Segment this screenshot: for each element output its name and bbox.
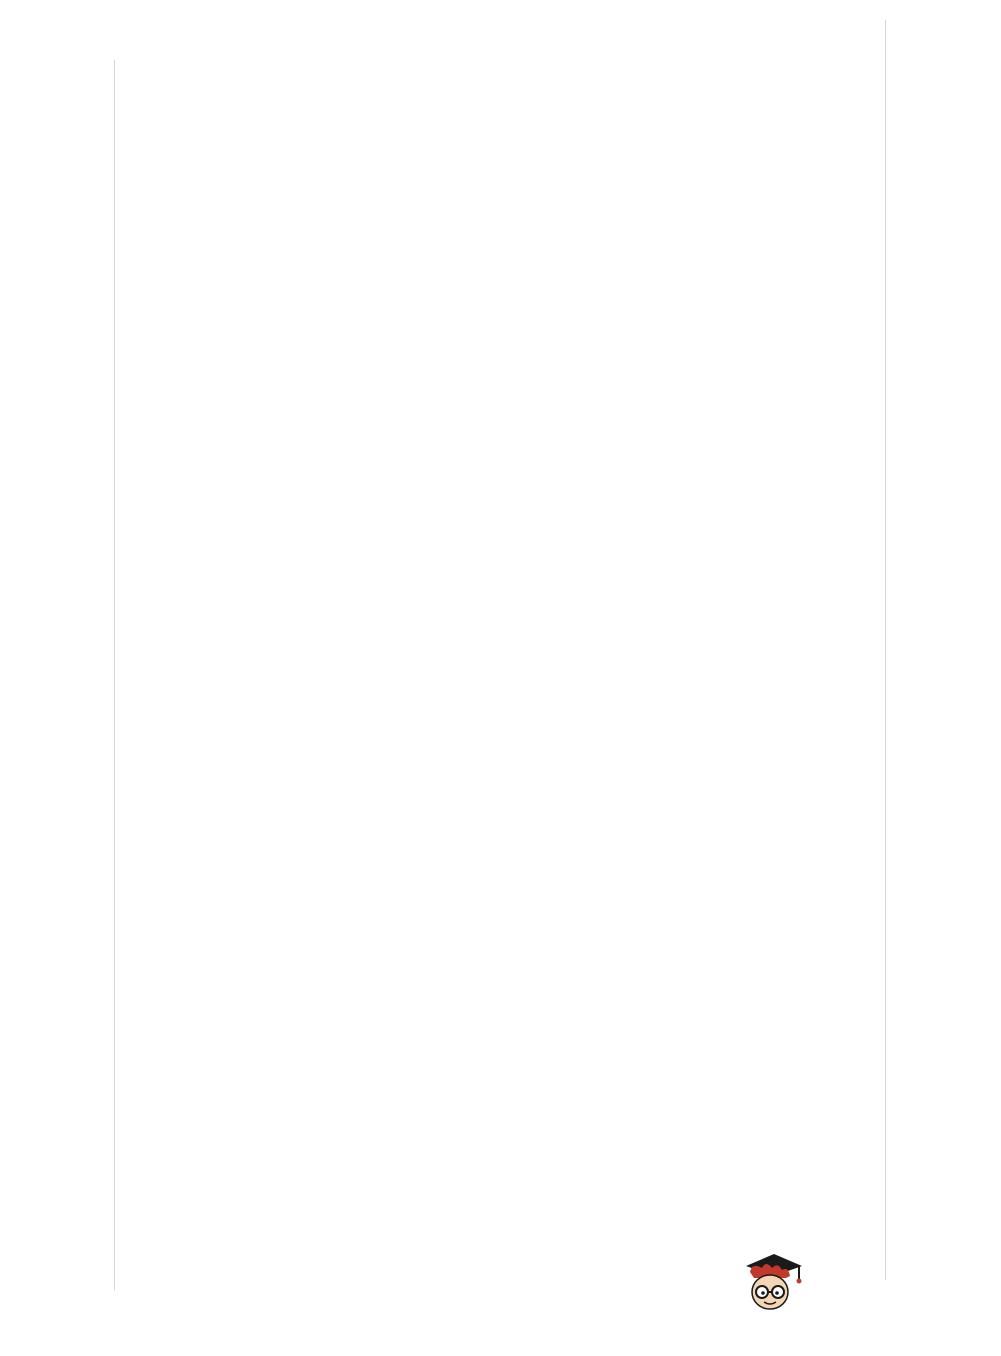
page-border-left — [114, 60, 115, 1290]
mascot-icon — [740, 1248, 804, 1318]
page-border-right — [885, 20, 886, 1280]
collegedunia-logo — [740, 1248, 970, 1318]
